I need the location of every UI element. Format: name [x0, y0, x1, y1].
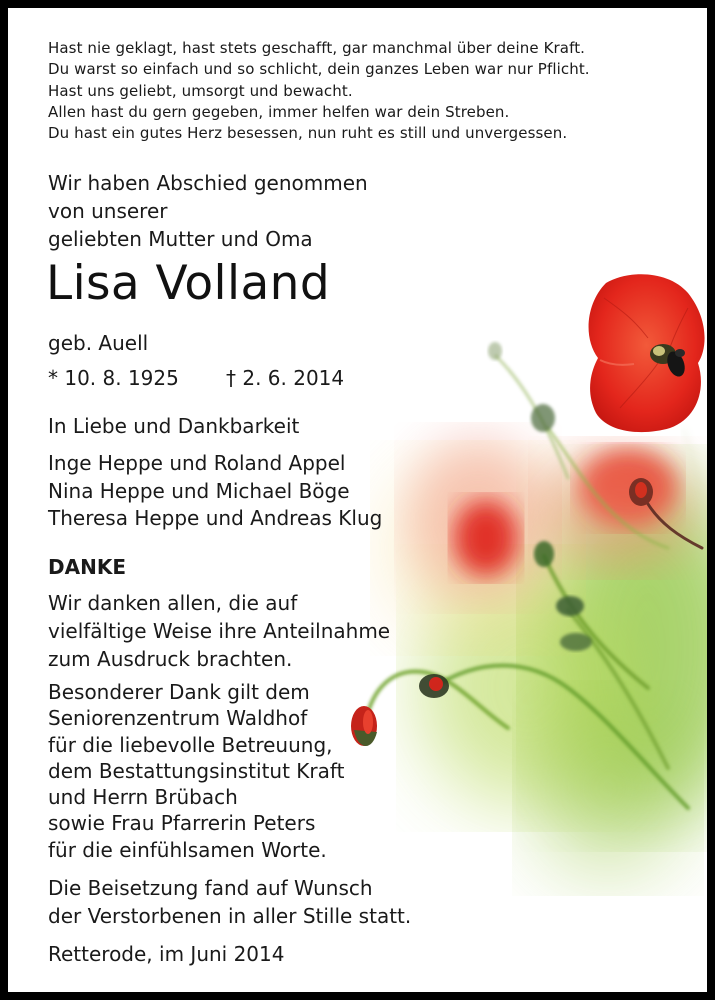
deceased-name: Lisa Volland	[46, 256, 331, 311]
thanks-line: für die liebevolle Betreuung,	[48, 732, 333, 757]
thanks-line: vielfältige Weise ihre Anteilnahme	[48, 619, 391, 643]
life-dates	[48, 364, 345, 392]
mourner-line: Theresa Heppe und Andreas Klug	[48, 506, 383, 530]
thanks-line: und Herrn Brübach	[48, 785, 238, 810]
intro-line: Wir haben Abschied genommen	[48, 171, 368, 195]
verse-line: Hast uns geliebt, umsorgt und bewacht.	[48, 81, 353, 100]
thanks-line: Seniorenzentrum Waldhof	[48, 706, 308, 731]
thanks-line: zum Ausdruck brachten.	[48, 647, 293, 671]
thanks-paragraph-1	[48, 589, 390, 673]
farewell-intro	[48, 169, 368, 253]
thanks-line: für die einfühlsamen Worte.	[48, 837, 327, 862]
place-and-date: Retterode, im Juni 2014	[48, 942, 285, 966]
thanks-line: sowie Frau Pfarrerin Peters	[48, 811, 316, 836]
thanks-paragraph-3	[48, 874, 411, 930]
thanks-line: Wir danken allen, die auf	[48, 591, 298, 615]
thanks-line: der Verstorbenen in aller Stille statt.	[48, 904, 412, 928]
intro-line: von unserer	[48, 199, 168, 223]
memorial-verse	[48, 38, 698, 144]
birth-date: * 10. 8. 1925	[48, 366, 179, 390]
obituary-card	[8, 8, 707, 992]
thanks-heading: DANKE	[48, 555, 126, 579]
verse-line: Hast nie geklagt, hast stets geschafft, gar manchmal über deine Kraft.	[48, 39, 586, 57]
birth-name: geb. Auell	[48, 331, 149, 355]
poppy-flower	[589, 274, 705, 432]
death-date: † 2. 6. 2014	[226, 366, 345, 390]
mourner-line: Inge Heppe und Roland Appel	[48, 451, 346, 475]
closing-phrase: In Liebe und Dankbarkeit	[48, 414, 300, 438]
mourners-list	[48, 450, 382, 533]
verse-line: Allen hast du gern gegeben, immer helfen war dein Streben.	[48, 102, 510, 121]
verse-line: Du hast ein gutes Herz besessen, nun ruht es still und unvergessen.	[48, 124, 568, 143]
thanks-paragraph-2	[48, 679, 344, 863]
thanks-line: dem Bestattungsinstitut Kraft	[48, 758, 345, 783]
mourner-line: Nina Heppe und Michael Böge	[48, 478, 350, 503]
intro-line: geliebten Mutter und Oma	[48, 227, 313, 251]
thanks-line: Die Beisetzung fand auf Wunsch	[48, 876, 373, 900]
verse-line: Du warst so einfach und so schlicht, dein ganzes Leben war nur Pflicht.	[48, 60, 590, 79]
thanks-line: Besonderer Dank gilt dem	[48, 680, 310, 704]
